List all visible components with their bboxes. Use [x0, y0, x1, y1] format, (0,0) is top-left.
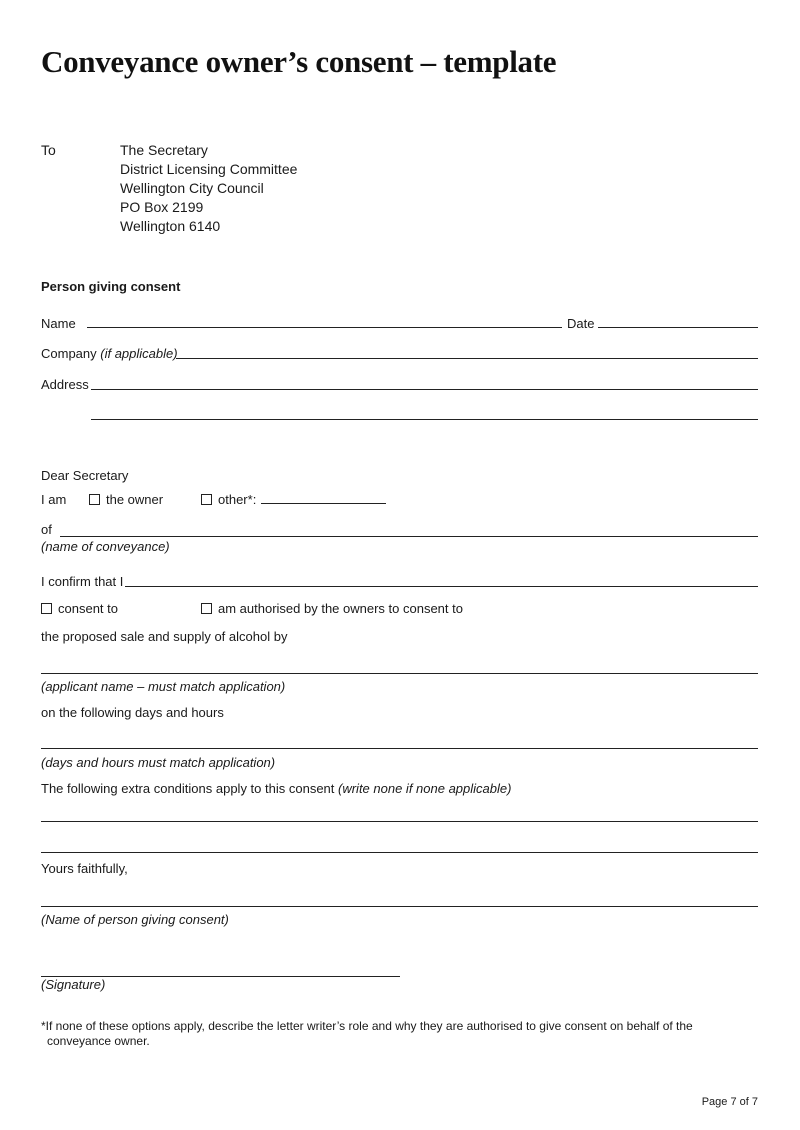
days-hours-note: (days and hours must match application): [41, 755, 276, 770]
confirm-field[interactable]: [125, 586, 758, 587]
days-hours-field[interactable]: [41, 748, 758, 749]
i-am-label: I am: [41, 492, 67, 507]
consent-checkbox[interactable]: [41, 603, 52, 614]
consent-option[interactable]: [41, 601, 118, 616]
section-heading: Person giving consent: [41, 279, 181, 294]
company-field[interactable]: [176, 358, 758, 359]
address-line: Wellington City Council: [120, 180, 264, 196]
page-title: Conveyance owner’s consent – template: [41, 44, 557, 79]
owner-checkbox[interactable]: [89, 494, 100, 505]
applicant-note: (applicant name – must match application): [41, 679, 286, 694]
to-label: To: [41, 142, 56, 158]
other-checkbox[interactable]: [201, 494, 212, 505]
address-label: Address: [41, 377, 89, 392]
authorised-option-label: am authorised by the owners to consent to: [218, 601, 463, 616]
address-field-line-1[interactable]: [91, 389, 758, 390]
authorised-option[interactable]: [201, 601, 463, 616]
owner-option-label: the owner: [106, 492, 164, 507]
address-line: District Licensing Committee: [120, 161, 298, 177]
address-line: PO Box 2199: [120, 199, 204, 215]
applicant-name-field[interactable]: [41, 673, 758, 674]
other-option[interactable]: [201, 492, 256, 507]
recipient-address: [120, 141, 297, 236]
address-line: Wellington 6140: [120, 218, 221, 234]
conveyance-note: (name of conveyance): [41, 539, 170, 554]
closing: Yours faithfully,: [41, 861, 128, 876]
consent-option-label: consent to: [58, 601, 118, 616]
footnote-text: *If none of these options apply, describe the letter writer’s role and why they are authorised to give consent on behalf of the conveyance owner.: [41, 1019, 693, 1048]
extra-conditions-field-line-1[interactable]: [41, 821, 758, 822]
name-field[interactable]: [87, 327, 562, 328]
date-field[interactable]: [598, 327, 758, 328]
company-label: [41, 346, 178, 361]
other-option-label: other*:: [218, 492, 257, 507]
owner-option[interactable]: [89, 492, 163, 507]
address-field-line-2[interactable]: [91, 419, 758, 420]
company-note: (if applicable): [100, 346, 178, 361]
consenter-name-note: (Name of person giving consent): [41, 912, 229, 927]
footnote: [41, 1019, 741, 1049]
authorised-checkbox[interactable]: [201, 603, 212, 614]
conveyance-field[interactable]: [60, 536, 758, 537]
extra-conditions-field-line-2[interactable]: [41, 852, 758, 853]
signature-note: (Signature): [41, 977, 106, 992]
name-label: Name: [41, 316, 76, 331]
company-label-text: Company: [41, 346, 97, 361]
of-label: of: [41, 522, 52, 537]
date-label: Date: [567, 316, 595, 331]
confirm-label: I confirm that I: [41, 574, 124, 589]
page-number: Page 7 of 7: [701, 1096, 758, 1108]
proposed-sale-text: the proposed sale and supply of alcohol by: [41, 629, 288, 644]
days-hours-text: on the following days and hours: [41, 705, 224, 720]
address-line: The Secretary: [120, 142, 208, 158]
extra-conditions-label: The following extra conditions apply to this consent: [41, 781, 335, 796]
other-field[interactable]: [261, 503, 386, 504]
salutation: Dear Secretary: [41, 468, 129, 483]
extra-conditions-text: [41, 781, 511, 796]
extra-conditions-note: (write none if none applicable): [338, 781, 512, 796]
consenter-name-field[interactable]: [41, 906, 758, 907]
